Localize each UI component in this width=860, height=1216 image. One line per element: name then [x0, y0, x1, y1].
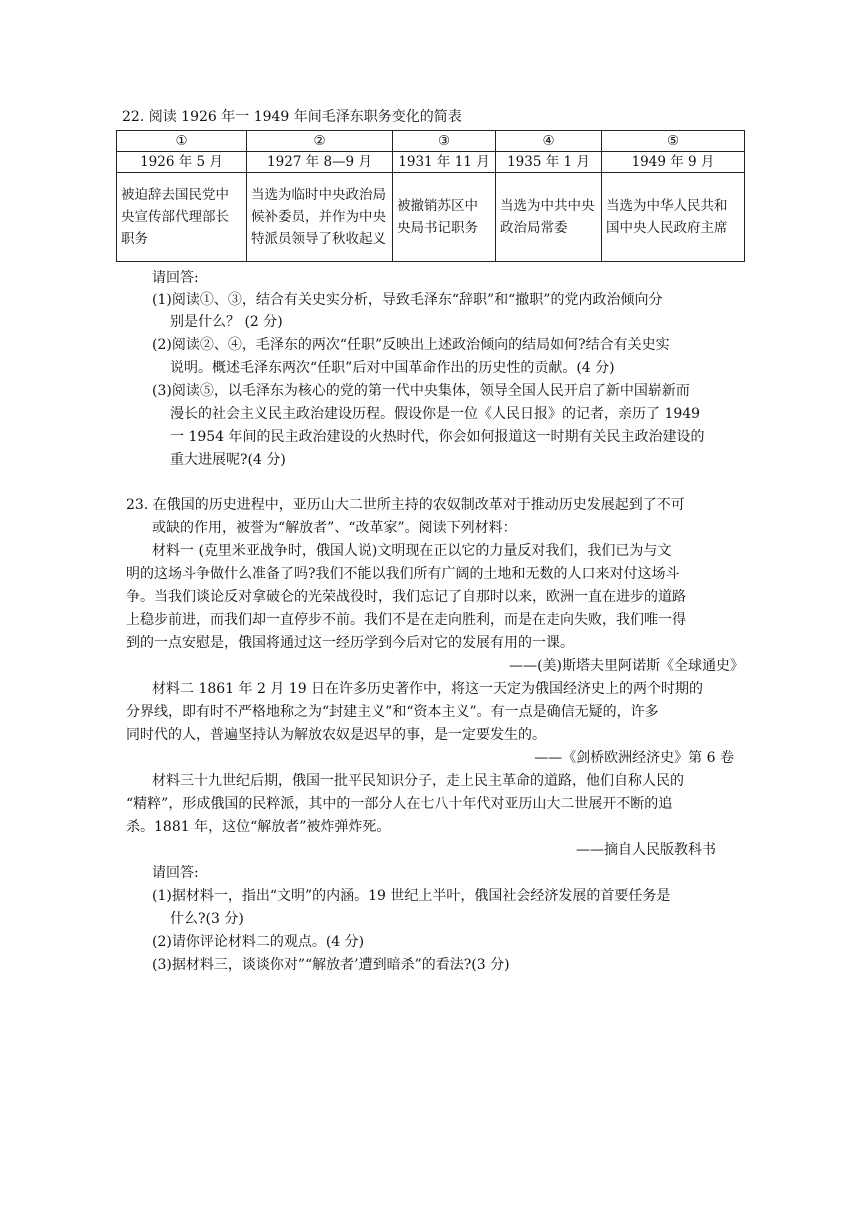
q22-answer-prompt: 请回答: [152, 270, 199, 286]
material2-source: ——《剑桥欧洲经济史》第 6 卷 [534, 750, 734, 766]
table-date-cell: 1931 年 11 月 [393, 152, 496, 173]
material3-line2: “精粹”，形成俄国的民粹派，其中的一部分人在七八十年代对亚历山大二世展开不断的追 [126, 796, 673, 812]
material3-source: ——摘自人民版教科书 [576, 842, 716, 858]
q23-sub2: (2)请你评论材料二的观点。(4 分) [152, 934, 365, 950]
material3-line3: 杀。1881 年，这位“解放者”被炸弹炸死。 [126, 819, 391, 835]
q22-sub3-line4: 重大进展呢?(4 分) [170, 452, 286, 468]
material1-line4: 上稳步前进，而我们却一直停步不前。我们不是在走向胜利，而是在走向失败，我们唯一得 [126, 612, 686, 628]
table-event-cell: 当选为中共中央政治局常委 [496, 173, 602, 262]
material2-line1: 材料二 1861 年 2 月 19 日在许多历史著作中，将这一天定为俄国经济史上的两个时期的 [152, 681, 704, 697]
material1-line1: 材料一 (克里米亚战争时，俄国人说)文明现在正以它的力量反对我们，我们已为与文 [152, 543, 672, 559]
table-header-cell: ④ [496, 131, 602, 152]
q22-sub1-line1: (1)阅读①、③，结合有关史实分析，导致毛泽东“辞职”和“撤职”的党内政治倾向分 [152, 292, 663, 308]
table-event-cell: 当选为中华人民共和国中央人民政府主席 [602, 173, 745, 262]
q22-sub2-line1: (2)阅读②、④，毛泽东的两次“任职”反映出上述政治倾向的结局如何?结合有关史实 [152, 337, 670, 353]
table-row-events [117, 173, 745, 262]
table-event-cell: 当选为临时中央政治局候补委员，并作为中央特派员领导了秋收起义 [247, 173, 393, 262]
table-event-cell: 被迫辞去国民党中央宣传部代理部长职务 [117, 173, 247, 262]
q22-sub3-line3: 一 1954 年间的民主政治建设的火热时代，你会如何报道这一时期有关民主政治建设的 [170, 429, 705, 445]
table-row-dates [117, 152, 745, 173]
q22-title: 22. 阅读 1926 年一 1949 年间毛泽东职务变化的简表 [122, 109, 462, 125]
table-header-cell: ③ [393, 131, 496, 152]
q23-sub1-line2: 什么?(3 分) [170, 911, 244, 927]
q23-sub1-line1: (1)据材料一，指出“文明”的内涵。19 世纪上半叶，俄国社会经济发展的首要任务是 [152, 888, 671, 904]
q22-sub3-line1: (3)阅读⑤，以毛泽东为核心的党的第一代中央集体，领导全国人民开启了新中国崭新而 [152, 383, 690, 399]
material2-line3: 同时代的人，普遍坚持认为解放农奴是迟早的事，是一定要发生的。 [126, 727, 546, 743]
table-date-cell: 1927 年 8—9 月 [247, 152, 393, 173]
table-date-cell: 1949 年 9 月 [602, 152, 745, 173]
table-header-cell: ② [247, 131, 393, 152]
q23-answer-prompt: 请回答: [152, 865, 199, 881]
position-change-table [116, 130, 745, 262]
material1-source: ——(美)斯塔夫里阿诺斯《全球通史》 [509, 658, 744, 674]
material2-line2: 分界线，即有时不严格地称之为“封建主义”和“资本主义”。有一点是确信无疑的，许多 [126, 704, 659, 720]
table-date-cell: 1935 年 1 月 [496, 152, 602, 173]
table-event-cell: 被撤销苏区中央局书记职务 [393, 173, 496, 262]
q22-sub3-line2: 漫长的社会主义民主政治建设历程。假设你是一位《人民日报》的记者，亲历了 1949 [170, 406, 701, 422]
material3-line1: 材料三十九世纪后期，俄国一批平民知识分子，走上民主革命的道路，他们自称人民的 [152, 773, 684, 789]
q23-sub3: (3)据材料三，谈谈你对”“解放者’遭到暗杀”的看法?(3 分) [152, 957, 510, 973]
table-row-numbers [117, 131, 745, 152]
material1-line2: 明的这场斗争做什么准备了吗?我们不能以我们所有广阔的土地和无数的人口来对付这场斗 [126, 566, 680, 582]
material1-line3: 争。当我们谈论反对拿破仑的光荣战役时，我们忘记了自那时以来，欧洲一直在进步的道路 [126, 589, 686, 605]
q23-intro-line2: 或缺的作用，被誉为“解放者”、“改革家”。阅读下列材料： [152, 520, 517, 536]
table-date-cell: 1926 年 5 月 [117, 152, 247, 173]
q22-sub1-line2: 别是什么？ (2 分) [170, 314, 283, 330]
q22-sub2-line2: 说明。概述毛泽东两次“任职”后对中国革命作出的历史性的贡献。(4 分) [170, 360, 615, 376]
q23-intro-line1: 23. 在俄国的历史进程中，亚历山大二世所主持的农奴制改革对于推动历史发展起到了不可 [126, 497, 685, 513]
material1-line5: 到的一点安慰是，俄国将通过这一经历学到今后对它的发展有用的一课。 [126, 635, 574, 651]
table-header-cell: ⑤ [602, 131, 745, 152]
table-header-cell: ① [117, 131, 247, 152]
